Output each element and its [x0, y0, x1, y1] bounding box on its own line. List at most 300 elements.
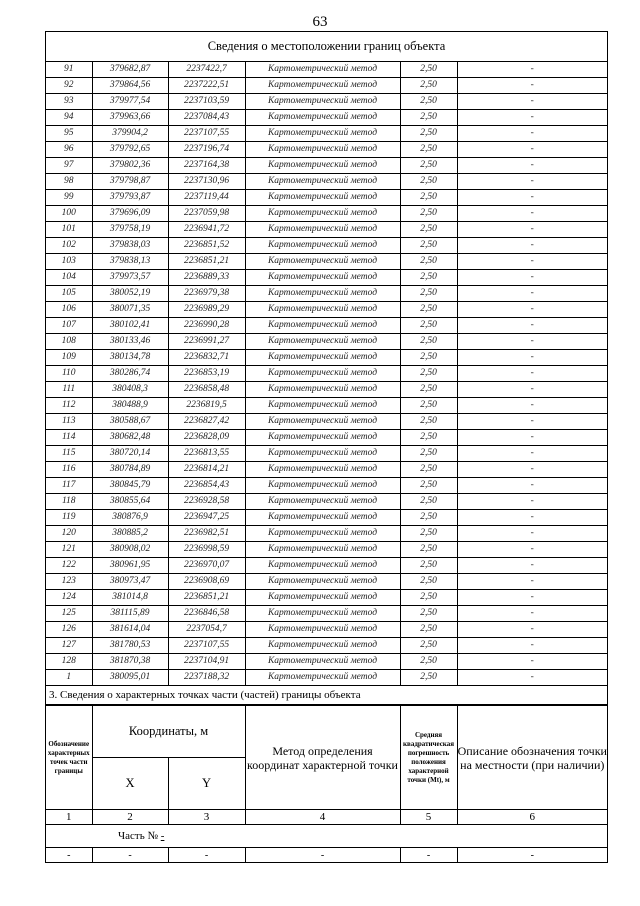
coord-x: 380845,79 — [92, 478, 168, 494]
coord-y: 2236998,59 — [168, 542, 245, 558]
method: Картометрический метод — [245, 126, 400, 142]
coord-y: 2236846,58 — [168, 606, 245, 622]
method: Картометрический метод — [245, 366, 400, 382]
coord-x: 379963,66 — [92, 110, 168, 126]
accuracy: 2,50 — [400, 110, 457, 126]
coord-y: 2237422,7 — [168, 62, 245, 78]
header-accuracy: Средняя квадратическая погрешность положения характерной точки (Мt), м — [400, 706, 457, 810]
description: - — [457, 78, 607, 94]
accuracy: 2,50 — [400, 478, 457, 494]
coord-y: 2236851,52 — [168, 238, 245, 254]
table-row — [46, 654, 607, 670]
description: - — [457, 318, 607, 334]
method: Картометрический метод — [245, 110, 400, 126]
point-number: 108 — [46, 334, 92, 350]
description: - — [457, 526, 607, 542]
method: Картометрический метод — [245, 574, 400, 590]
part-label: Часть № — [118, 830, 158, 843]
table-row — [46, 542, 607, 558]
accuracy: 2,50 — [400, 238, 457, 254]
accuracy: 2,50 — [400, 126, 457, 142]
description: - — [457, 446, 607, 462]
col-number: 6 — [457, 810, 607, 825]
description: - — [457, 606, 607, 622]
page-number: 63 — [312, 14, 328, 30]
table-row — [46, 446, 607, 462]
accuracy: 2,50 — [400, 78, 457, 94]
coordinates-table — [46, 62, 607, 686]
accuracy: 2,50 — [400, 526, 457, 542]
description: - — [457, 366, 607, 382]
coord-x: 380720,14 — [92, 446, 168, 462]
table-row — [46, 270, 607, 286]
point-number: 107 — [46, 318, 92, 334]
accuracy: 2,50 — [400, 142, 457, 158]
coord-y: 2236851,21 — [168, 590, 245, 606]
accuracy: 2,50 — [400, 622, 457, 638]
point-number: 113 — [46, 414, 92, 430]
description: - — [457, 190, 607, 206]
accuracy: 2,50 — [400, 94, 457, 110]
description: - — [457, 398, 607, 414]
description: - — [457, 254, 607, 270]
method: Картометрический метод — [245, 238, 400, 254]
description: - — [457, 302, 607, 318]
section3-title: 3. Сведения о характерных точках части (частей) границы объекта — [46, 686, 607, 705]
coord-x: 380961,95 — [92, 558, 168, 574]
coord-x: 379696,09 — [92, 206, 168, 222]
coord-y: 2236813,55 — [168, 446, 245, 462]
table-row — [46, 382, 607, 398]
accuracy: 2,50 — [400, 62, 457, 78]
coord-x: 380095,01 — [92, 670, 168, 686]
coord-x: 379838,03 — [92, 238, 168, 254]
empty-cell: - — [245, 848, 400, 863]
table-row — [46, 350, 607, 366]
accuracy: 2,50 — [400, 302, 457, 318]
column-numbers-row — [46, 810, 607, 825]
coord-x: 379798,87 — [92, 174, 168, 190]
header-description: Описание обозначения точки на местности (при наличии) — [457, 706, 607, 810]
table-row — [46, 222, 607, 238]
description: - — [457, 110, 607, 126]
coord-y: 2237104,91 — [168, 654, 245, 670]
point-number: 106 — [46, 302, 92, 318]
table-row — [46, 286, 607, 302]
accuracy: 2,50 — [400, 366, 457, 382]
coord-y: 2236828,09 — [168, 430, 245, 446]
table-row — [46, 510, 607, 526]
col-number: 2 — [92, 810, 168, 825]
method: Картометрический метод — [245, 190, 400, 206]
description: - — [457, 462, 607, 478]
coord-y: 2236991,27 — [168, 334, 245, 350]
coord-x: 381780,53 — [92, 638, 168, 654]
table-row — [46, 398, 607, 414]
point-number: 119 — [46, 510, 92, 526]
method: Картометрический метод — [245, 430, 400, 446]
method: Картометрический метод — [245, 334, 400, 350]
accuracy: 2,50 — [400, 590, 457, 606]
description: - — [457, 238, 607, 254]
table-row — [46, 142, 607, 158]
method: Картометрический метод — [245, 414, 400, 430]
empty-cell: - — [457, 848, 607, 863]
description: - — [457, 542, 607, 558]
point-number: 122 — [46, 558, 92, 574]
method: Картометрический метод — [245, 78, 400, 94]
coord-y: 2237119,44 — [168, 190, 245, 206]
method: Картометрический метод — [245, 670, 400, 686]
header-coordinates: Координаты, м — [92, 706, 245, 758]
point-number: 1 — [46, 670, 92, 686]
table-row — [46, 526, 607, 542]
description: - — [457, 638, 607, 654]
coord-y: 2237164,38 — [168, 158, 245, 174]
coord-y: 2236827,42 — [168, 414, 245, 430]
table-row — [46, 62, 607, 78]
coord-y: 2237130,96 — [168, 174, 245, 190]
point-number: 125 — [46, 606, 92, 622]
table-row — [46, 302, 607, 318]
description: - — [457, 430, 607, 446]
table-row — [46, 254, 607, 270]
point-number: 96 — [46, 142, 92, 158]
description: - — [457, 478, 607, 494]
part-row — [46, 825, 607, 848]
accuracy: 2,50 — [400, 222, 457, 238]
coord-x: 380102,41 — [92, 318, 168, 334]
coord-y: 2236858,48 — [168, 382, 245, 398]
coord-x: 380682,48 — [92, 430, 168, 446]
accuracy: 2,50 — [400, 414, 457, 430]
point-number: 94 — [46, 110, 92, 126]
accuracy: 2,50 — [400, 574, 457, 590]
accuracy: 2,50 — [400, 494, 457, 510]
point-number: 118 — [46, 494, 92, 510]
coord-y: 2237084,43 — [168, 110, 245, 126]
table-row — [46, 318, 607, 334]
coord-y: 2237107,55 — [168, 126, 245, 142]
accuracy: 2,50 — [400, 542, 457, 558]
coord-x: 379973,57 — [92, 270, 168, 286]
table-row — [46, 206, 607, 222]
point-number: 117 — [46, 478, 92, 494]
part-points-header — [46, 705, 607, 863]
point-number: 115 — [46, 446, 92, 462]
table-row — [46, 94, 607, 110]
accuracy: 2,50 — [400, 510, 457, 526]
description: - — [457, 158, 607, 174]
empty-cell: - — [400, 848, 457, 863]
point-number: 97 — [46, 158, 92, 174]
coord-y: 2236853,19 — [168, 366, 245, 382]
description: - — [457, 174, 607, 190]
method: Картометрический метод — [245, 398, 400, 414]
method: Картометрический метод — [245, 318, 400, 334]
coord-x: 381870,38 — [92, 654, 168, 670]
point-number: 110 — [46, 366, 92, 382]
method: Картометрический метод — [245, 606, 400, 622]
table-row — [46, 558, 607, 574]
accuracy: 2,50 — [400, 462, 457, 478]
accuracy: 2,50 — [400, 446, 457, 462]
description: - — [457, 334, 607, 350]
coord-x: 379802,36 — [92, 158, 168, 174]
accuracy: 2,50 — [400, 382, 457, 398]
coord-y: 2237103,59 — [168, 94, 245, 110]
coord-x: 380134,78 — [92, 350, 168, 366]
point-number: 123 — [46, 574, 92, 590]
description: - — [457, 414, 607, 430]
method: Картометрический метод — [245, 286, 400, 302]
accuracy: 2,50 — [400, 174, 457, 190]
col-number: 3 — [168, 810, 245, 825]
table-row — [46, 574, 607, 590]
accuracy: 2,50 — [400, 398, 457, 414]
table-row — [46, 110, 607, 126]
coord-x: 380052,19 — [92, 286, 168, 302]
col-number: 5 — [400, 810, 457, 825]
point-number: 128 — [46, 654, 92, 670]
coord-x: 381014,8 — [92, 590, 168, 606]
description: - — [457, 270, 607, 286]
table-row — [46, 414, 607, 430]
coord-y: 2236908,69 — [168, 574, 245, 590]
description: - — [457, 286, 607, 302]
coord-y: 2237054,7 — [168, 622, 245, 638]
table-row — [46, 638, 607, 654]
coord-y: 2236814,21 — [168, 462, 245, 478]
accuracy: 2,50 — [400, 654, 457, 670]
table-row — [46, 622, 607, 638]
method: Картометрический метод — [245, 382, 400, 398]
method: Картометрический метод — [245, 62, 400, 78]
coord-x: 380488,9 — [92, 398, 168, 414]
method: Картометрический метод — [245, 558, 400, 574]
description: - — [457, 622, 607, 638]
empty-cell: - — [46, 848, 92, 863]
method: Картометрический метод — [245, 302, 400, 318]
method: Картометрический метод — [245, 206, 400, 222]
table-row — [46, 430, 607, 446]
accuracy: 2,50 — [400, 254, 457, 270]
coord-y: 2236990,28 — [168, 318, 245, 334]
table-row — [46, 590, 607, 606]
coord-x: 379758,19 — [92, 222, 168, 238]
accuracy: 2,50 — [400, 558, 457, 574]
point-number: 92 — [46, 78, 92, 94]
section-title: Сведения о местоположении границ объекта — [46, 32, 607, 62]
col-number: 4 — [245, 810, 400, 825]
description: - — [457, 670, 607, 686]
coord-y: 2236982,51 — [168, 526, 245, 542]
coord-y: 2237196,74 — [168, 142, 245, 158]
coord-x: 379792,65 — [92, 142, 168, 158]
point-number: 95 — [46, 126, 92, 142]
coord-x: 380408,3 — [92, 382, 168, 398]
table-row — [46, 174, 607, 190]
table-row — [46, 462, 607, 478]
coord-y: 2236979,38 — [168, 286, 245, 302]
coord-x: 380885,2 — [92, 526, 168, 542]
point-number: 103 — [46, 254, 92, 270]
accuracy: 2,50 — [400, 334, 457, 350]
method: Картометрический метод — [245, 478, 400, 494]
description: - — [457, 654, 607, 670]
method: Картометрический метод — [245, 158, 400, 174]
table-row — [46, 158, 607, 174]
coord-y: 2236889,33 — [168, 270, 245, 286]
coord-y: 2236819,5 — [168, 398, 245, 414]
description: - — [457, 142, 607, 158]
accuracy: 2,50 — [400, 158, 457, 174]
point-number: 124 — [46, 590, 92, 606]
table-row — [46, 478, 607, 494]
table-row — [46, 78, 607, 94]
coord-y: 2236941,72 — [168, 222, 245, 238]
empty-cell: - — [168, 848, 245, 863]
accuracy: 2,50 — [400, 638, 457, 654]
point-number: 102 — [46, 238, 92, 254]
description: - — [457, 126, 607, 142]
accuracy: 2,50 — [400, 430, 457, 446]
accuracy: 2,50 — [400, 190, 457, 206]
point-number: 126 — [46, 622, 92, 638]
coord-y: 2236854,43 — [168, 478, 245, 494]
method: Картометрический метод — [245, 462, 400, 478]
description: - — [457, 62, 607, 78]
description: - — [457, 350, 607, 366]
coord-y: 2236947,25 — [168, 510, 245, 526]
method: Картометрический метод — [245, 510, 400, 526]
accuracy: 2,50 — [400, 606, 457, 622]
col-number: 1 — [46, 810, 92, 825]
boundary-table-frame — [45, 31, 608, 863]
point-number: 101 — [46, 222, 92, 238]
method: Картометрический метод — [245, 542, 400, 558]
method: Картометрический метод — [245, 526, 400, 542]
table-row — [46, 190, 607, 206]
coord-y: 2236970,07 — [168, 558, 245, 574]
description: - — [457, 510, 607, 526]
table-row — [46, 670, 607, 686]
point-number: 93 — [46, 94, 92, 110]
coord-x: 379977,54 — [92, 94, 168, 110]
point-number: 104 — [46, 270, 92, 286]
coord-x: 379793,87 — [92, 190, 168, 206]
description: - — [457, 94, 607, 110]
coord-x: 379904,2 — [92, 126, 168, 142]
method: Картометрический метод — [245, 350, 400, 366]
header-method: Метод определения координат характерной точки — [245, 706, 400, 810]
point-number: 100 — [46, 206, 92, 222]
coord-x: 380133,46 — [92, 334, 168, 350]
coord-x: 379838,13 — [92, 254, 168, 270]
coord-x: 380876,9 — [92, 510, 168, 526]
point-number: 120 — [46, 526, 92, 542]
accuracy: 2,50 — [400, 318, 457, 334]
part-value: - — [160, 830, 165, 843]
coord-x: 380855,64 — [92, 494, 168, 510]
header-y: Y — [168, 758, 245, 810]
accuracy: 2,50 — [400, 286, 457, 302]
empty-point-row — [46, 848, 607, 863]
coord-x: 379864,56 — [92, 78, 168, 94]
description: - — [457, 590, 607, 606]
coord-y: 2236928,58 — [168, 494, 245, 510]
coord-y: 2237059,98 — [168, 206, 245, 222]
point-number: 109 — [46, 350, 92, 366]
point-number: 105 — [46, 286, 92, 302]
method: Картометрический метод — [245, 270, 400, 286]
method: Картометрический метод — [245, 446, 400, 462]
point-number: 99 — [46, 190, 92, 206]
point-number: 127 — [46, 638, 92, 654]
description: - — [457, 494, 607, 510]
accuracy: 2,50 — [400, 670, 457, 686]
table-row — [46, 238, 607, 254]
accuracy: 2,50 — [400, 206, 457, 222]
empty-cell: - — [92, 848, 168, 863]
method: Картометрический метод — [245, 222, 400, 238]
coord-x: 380973,47 — [92, 574, 168, 590]
coord-x: 379682,87 — [92, 62, 168, 78]
part-label-cell — [46, 825, 607, 848]
point-number: 112 — [46, 398, 92, 414]
coord-x: 380908,02 — [92, 542, 168, 558]
accuracy: 2,50 — [400, 270, 457, 286]
point-number: 116 — [46, 462, 92, 478]
description: - — [457, 222, 607, 238]
header-point-designation: Обозначение характерных точек части границы — [46, 706, 92, 810]
description: - — [457, 558, 607, 574]
coord-y: 2237188,32 — [168, 670, 245, 686]
coord-x: 380286,74 — [92, 366, 168, 382]
accuracy: 2,50 — [400, 350, 457, 366]
method: Картометрический метод — [245, 94, 400, 110]
point-number: 91 — [46, 62, 92, 78]
description: - — [457, 206, 607, 222]
method: Картометрический метод — [245, 142, 400, 158]
table-row — [46, 606, 607, 622]
table-row — [46, 366, 607, 382]
coord-x: 381614,04 — [92, 622, 168, 638]
point-number: 111 — [46, 382, 92, 398]
table-row — [46, 334, 607, 350]
method: Картометрический метод — [245, 622, 400, 638]
coord-y: 2237222,51 — [168, 78, 245, 94]
method: Картометрический метод — [245, 654, 400, 670]
point-number: 98 — [46, 174, 92, 190]
method: Картометрический метод — [245, 254, 400, 270]
coord-x: 380784,89 — [92, 462, 168, 478]
coord-x: 380588,67 — [92, 414, 168, 430]
coord-x: 380071,35 — [92, 302, 168, 318]
point-number: 114 — [46, 430, 92, 446]
header-x: X — [92, 758, 168, 810]
table-row — [46, 126, 607, 142]
coord-y: 2236832,71 — [168, 350, 245, 366]
coord-x: 381115,89 — [92, 606, 168, 622]
method: Картометрический метод — [245, 494, 400, 510]
description: - — [457, 574, 607, 590]
method: Картометрический метод — [245, 638, 400, 654]
coord-y: 2236989,29 — [168, 302, 245, 318]
method: Картометрический метод — [245, 174, 400, 190]
description: - — [457, 382, 607, 398]
coord-y: 2236851,21 — [168, 254, 245, 270]
